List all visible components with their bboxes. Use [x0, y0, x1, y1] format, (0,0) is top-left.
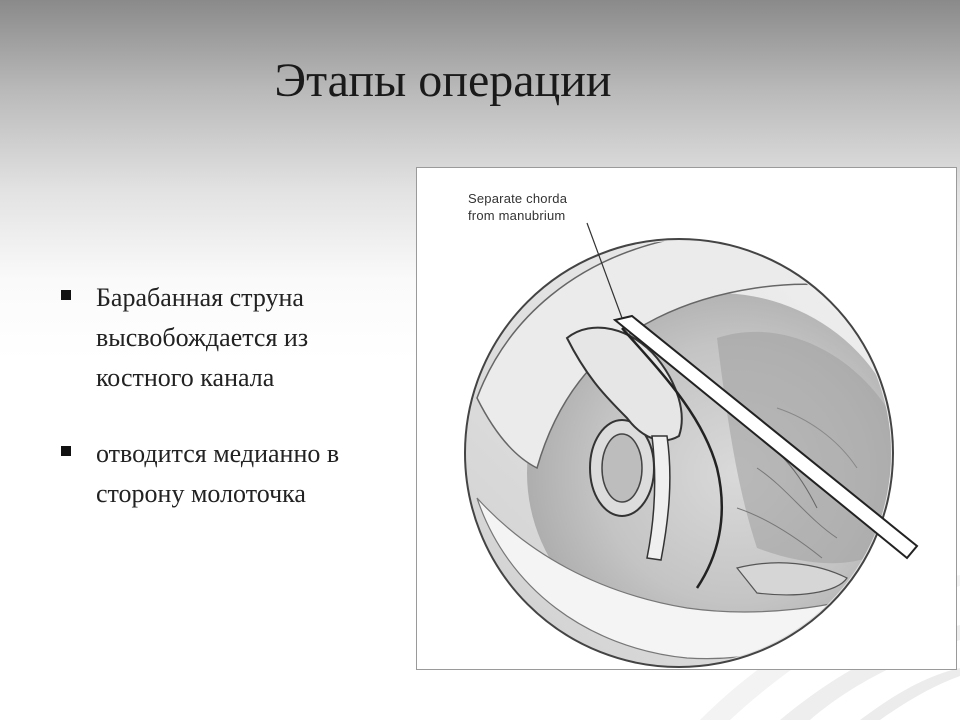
square-bullet-icon: [61, 290, 71, 300]
bullet-text: Барабанная струна высвобождается из костного канала: [96, 283, 309, 392]
slide-title: Этапы операции: [274, 54, 612, 107]
surgical-illustration: [416, 167, 957, 670]
square-bullet-icon: [61, 446, 71, 456]
bullet-item: [58, 278, 403, 398]
annotation-line-2: from manubrium: [468, 208, 566, 223]
middle-ear-drawing: [417, 168, 957, 670]
bullet-list: [58, 278, 403, 550]
annotation-line-1: Separate chorda: [468, 191, 568, 206]
bullet-text: отводится медианно в сторону молоточка: [96, 439, 340, 508]
bullet-item: [58, 434, 403, 514]
figure-annotation: [468, 190, 567, 224]
